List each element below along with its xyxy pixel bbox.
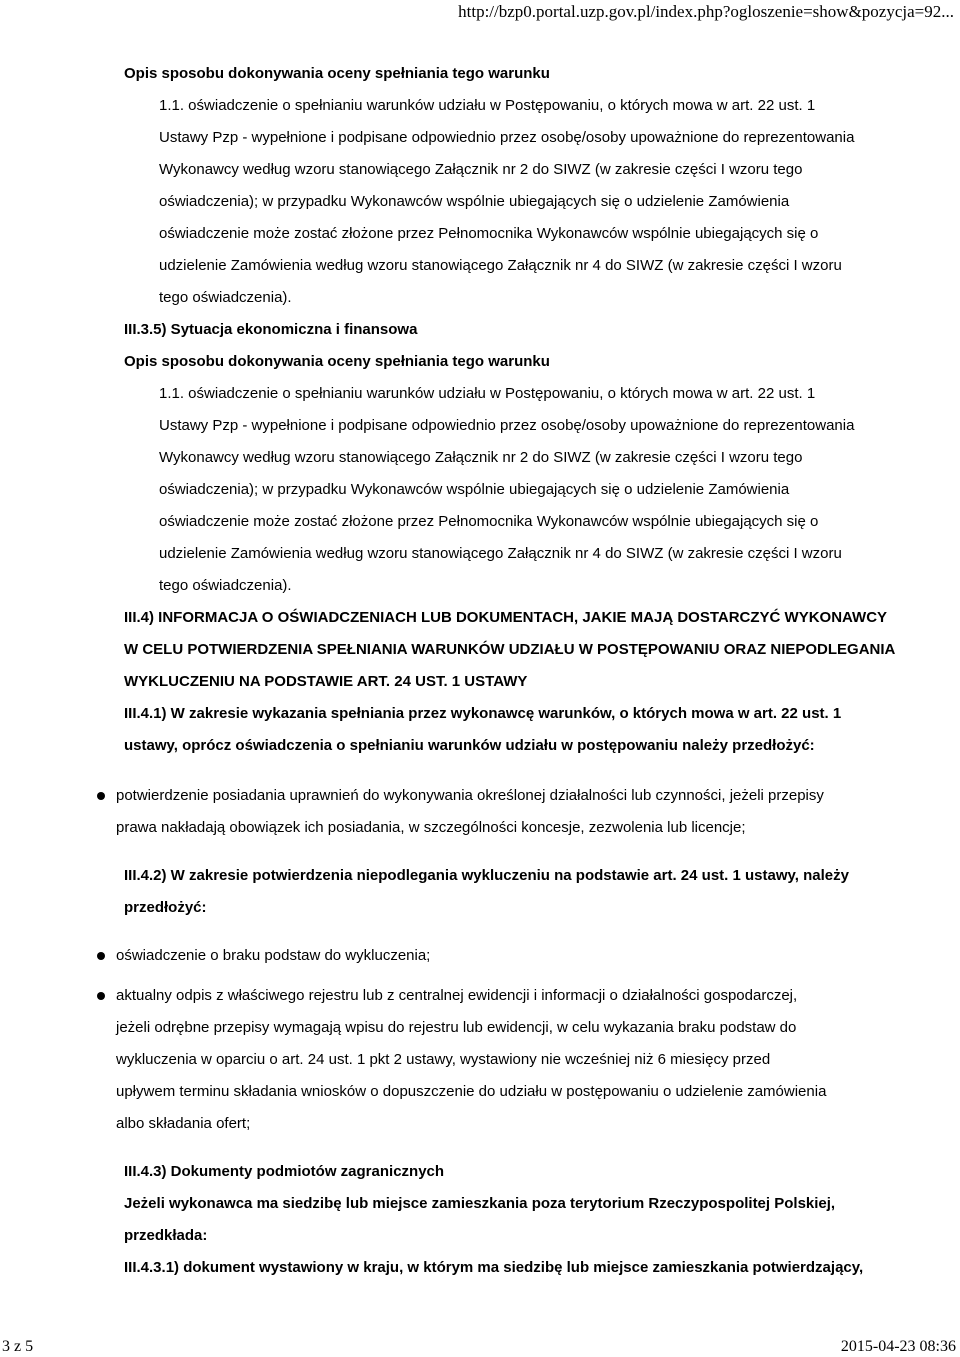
section-title-iii-4 — [124, 602, 924, 698]
list-item — [116, 940, 916, 972]
document-body — [116, 58, 924, 1284]
title-line: W CELU POTWIERDZENIA SPEŁNIANIA WARUNKÓW UDZIAŁU W POSTĘPOWANIU ORAZ NIEPODLEGANIA — [124, 641, 896, 658]
text-line: Ustawy Pzp - wypełnione i podpisane odpowiednio przez osobę/osoby upoważnione do reprezentowania — [159, 129, 855, 146]
text-line: oświadczenia); w przypadku Wykonawców wspólnie ubiegających się o udzielenie Zamówienia — [159, 481, 790, 498]
text-line: udzielenie Zamówienia według wzoru stanowiącego Załącznik nr 4 do SIWZ (w zakresie części I wzoru — [159, 257, 842, 274]
foreign-entities-intro — [124, 1188, 924, 1252]
bullet-icon — [97, 992, 105, 1000]
intro-line: Jeżeli wykonawca ma siedzibę lub miejsce zamieszkania poza terytorium Rzeczypospolitej Polskiej, — [124, 1195, 836, 1212]
assessment-paragraph — [124, 90, 924, 314]
list-text-line: oświadczenie o braku podstaw do wykluczenia; — [116, 947, 431, 964]
assessment-heading: Opis sposobu dokonywania oceny spełniania tego warunku — [124, 65, 550, 82]
text-line: 1.1. oświadczenie o spełnianiu warunków udziału w Postępowaniu, o których mowa w art. 22 ust. 1 — [159, 385, 816, 402]
text-line: Ustawy Pzp - wypełnione i podpisane odpowiednio przez osobę/osoby upoważnione do reprezentowania — [159, 417, 855, 434]
text-line: 1.1. oświadczenie o spełnianiu warunków udziału w Postępowaniu, o których mowa w art. 22 ust. 1 — [159, 97, 816, 114]
text-line: oświadczenie może zostać złożone przez Pełnomocnika Wykonawców wspólnie ubiegających się o — [159, 225, 819, 242]
title-line: III.4.1) W zakresie wykazania spełniania przez wykonawcę warunków, o których mowa w art. 22 ust. 1 — [124, 705, 842, 722]
title-line: ustawy, oprócz oświadczenia o spełnianiu warunków udziału w postępowaniu należy przedłożyć: — [124, 737, 815, 754]
list-text-line: upływem terminu składania wniosków o dopuszczenie do udziału w postępowaniu o udzielenie zamówienia — [116, 1083, 827, 1100]
page-url: http://bzp0.portal.uzp.gov.pl/index.php?ogloszenie=show&pozycja=92... — [458, 2, 954, 21]
section-title-iii-3-5: III.3.5) Sytuacja ekonomiczna i finansowa — [124, 321, 418, 338]
text-line: oświadczenie może zostać złożone przez Pełnomocnika Wykonawców wspólnie ubiegających się o — [159, 513, 819, 530]
list-text-line: albo składania ofert; — [116, 1115, 251, 1132]
text-line: tego oświadczenia). — [159, 577, 292, 594]
title-line: przedłożyć: — [124, 899, 207, 916]
list-text-line: aktualny odpis z właściwego rejestru lub z centralnej ewidencji i informacji o działalności gospodarczej, — [116, 987, 798, 1004]
text-line: oświadczenia); w przypadku Wykonawców wspólnie ubiegających się o udzielenie Zamówienia — [159, 193, 790, 210]
section-title-iii-4-3-1: III.4.3.1) dokument wystawiony w kraju, w którym ma siedzibę lub miejsce zamieszkania potwierdzający, — [124, 1259, 864, 1276]
bullet-icon — [97, 792, 105, 800]
text-line: tego oświadczenia). — [159, 289, 292, 306]
text-line: Wykonawcy według wzoru stanowiącego Załącznik nr 2 do SIWZ (w zakresie części I wzoru tego — [159, 449, 803, 466]
text-line: Wykonawcy według wzoru stanowiącego Załącznik nr 2 do SIWZ (w zakresie części I wzoru tego — [159, 161, 803, 178]
text-line: udzielenie Zamówienia według wzoru stanowiącego Załącznik nr 4 do SIWZ (w zakresie części I wzoru — [159, 545, 842, 562]
intro-line: przedkłada: — [124, 1227, 208, 1244]
section-title-iii-4-2 — [124, 860, 924, 924]
list-item — [116, 780, 924, 844]
title-line: III.4.2) W zakresie potwierdzenia niepodlegania wykluczeniu na podstawie art. 24 ust. 1 ustawy, należy — [124, 867, 849, 884]
list-text-line: wykluczenia w oparciu o art. 24 ust. 1 pkt 2 ustawy, wystawiony nie wcześniej niż 6 miesięcy przed — [116, 1051, 771, 1068]
title-line: III.4) INFORMACJA O OŚWIADCZENIACH LUB DOKUMENTACH, JAKIE MAJĄ DOSTARCZYĆ WYKONAWCY — [124, 609, 888, 626]
title-line: WYKLUCZENIU NA PODSTAWIE ART. 24 UST. 1 USTAWY — [124, 673, 528, 690]
list-text-line: jeżeli odrębne przepisy wymagają wpisu do rejestru lub ewidencji, w celu wykazania braku podstaw do — [116, 1019, 797, 1036]
bullet-icon — [97, 952, 105, 960]
list-text-line: potwierdzenie posiadania uprawnień do wykonywania określonej działalności lub czynności, jeżeli przepisy — [116, 787, 824, 804]
page-counter: 3 z 5 — [2, 1338, 34, 1355]
print-datetime: 2015-04-23 08:36 — [840, 1338, 956, 1355]
section-title-iii-4-3: III.4.3) Dokumenty podmiotów zagranicznych — [124, 1163, 445, 1180]
list-text-line: prawa nakładają obowiązek ich posiadania, w szczególności koncesje, zezwolenia lub licencje; — [116, 819, 746, 836]
section-title-iii-4-1 — [124, 698, 924, 762]
assessment-heading: Opis sposobu dokonywania oceny spełniania tego warunku — [124, 353, 550, 370]
list-item — [116, 980, 916, 1140]
assessment-paragraph — [124, 378, 924, 602]
